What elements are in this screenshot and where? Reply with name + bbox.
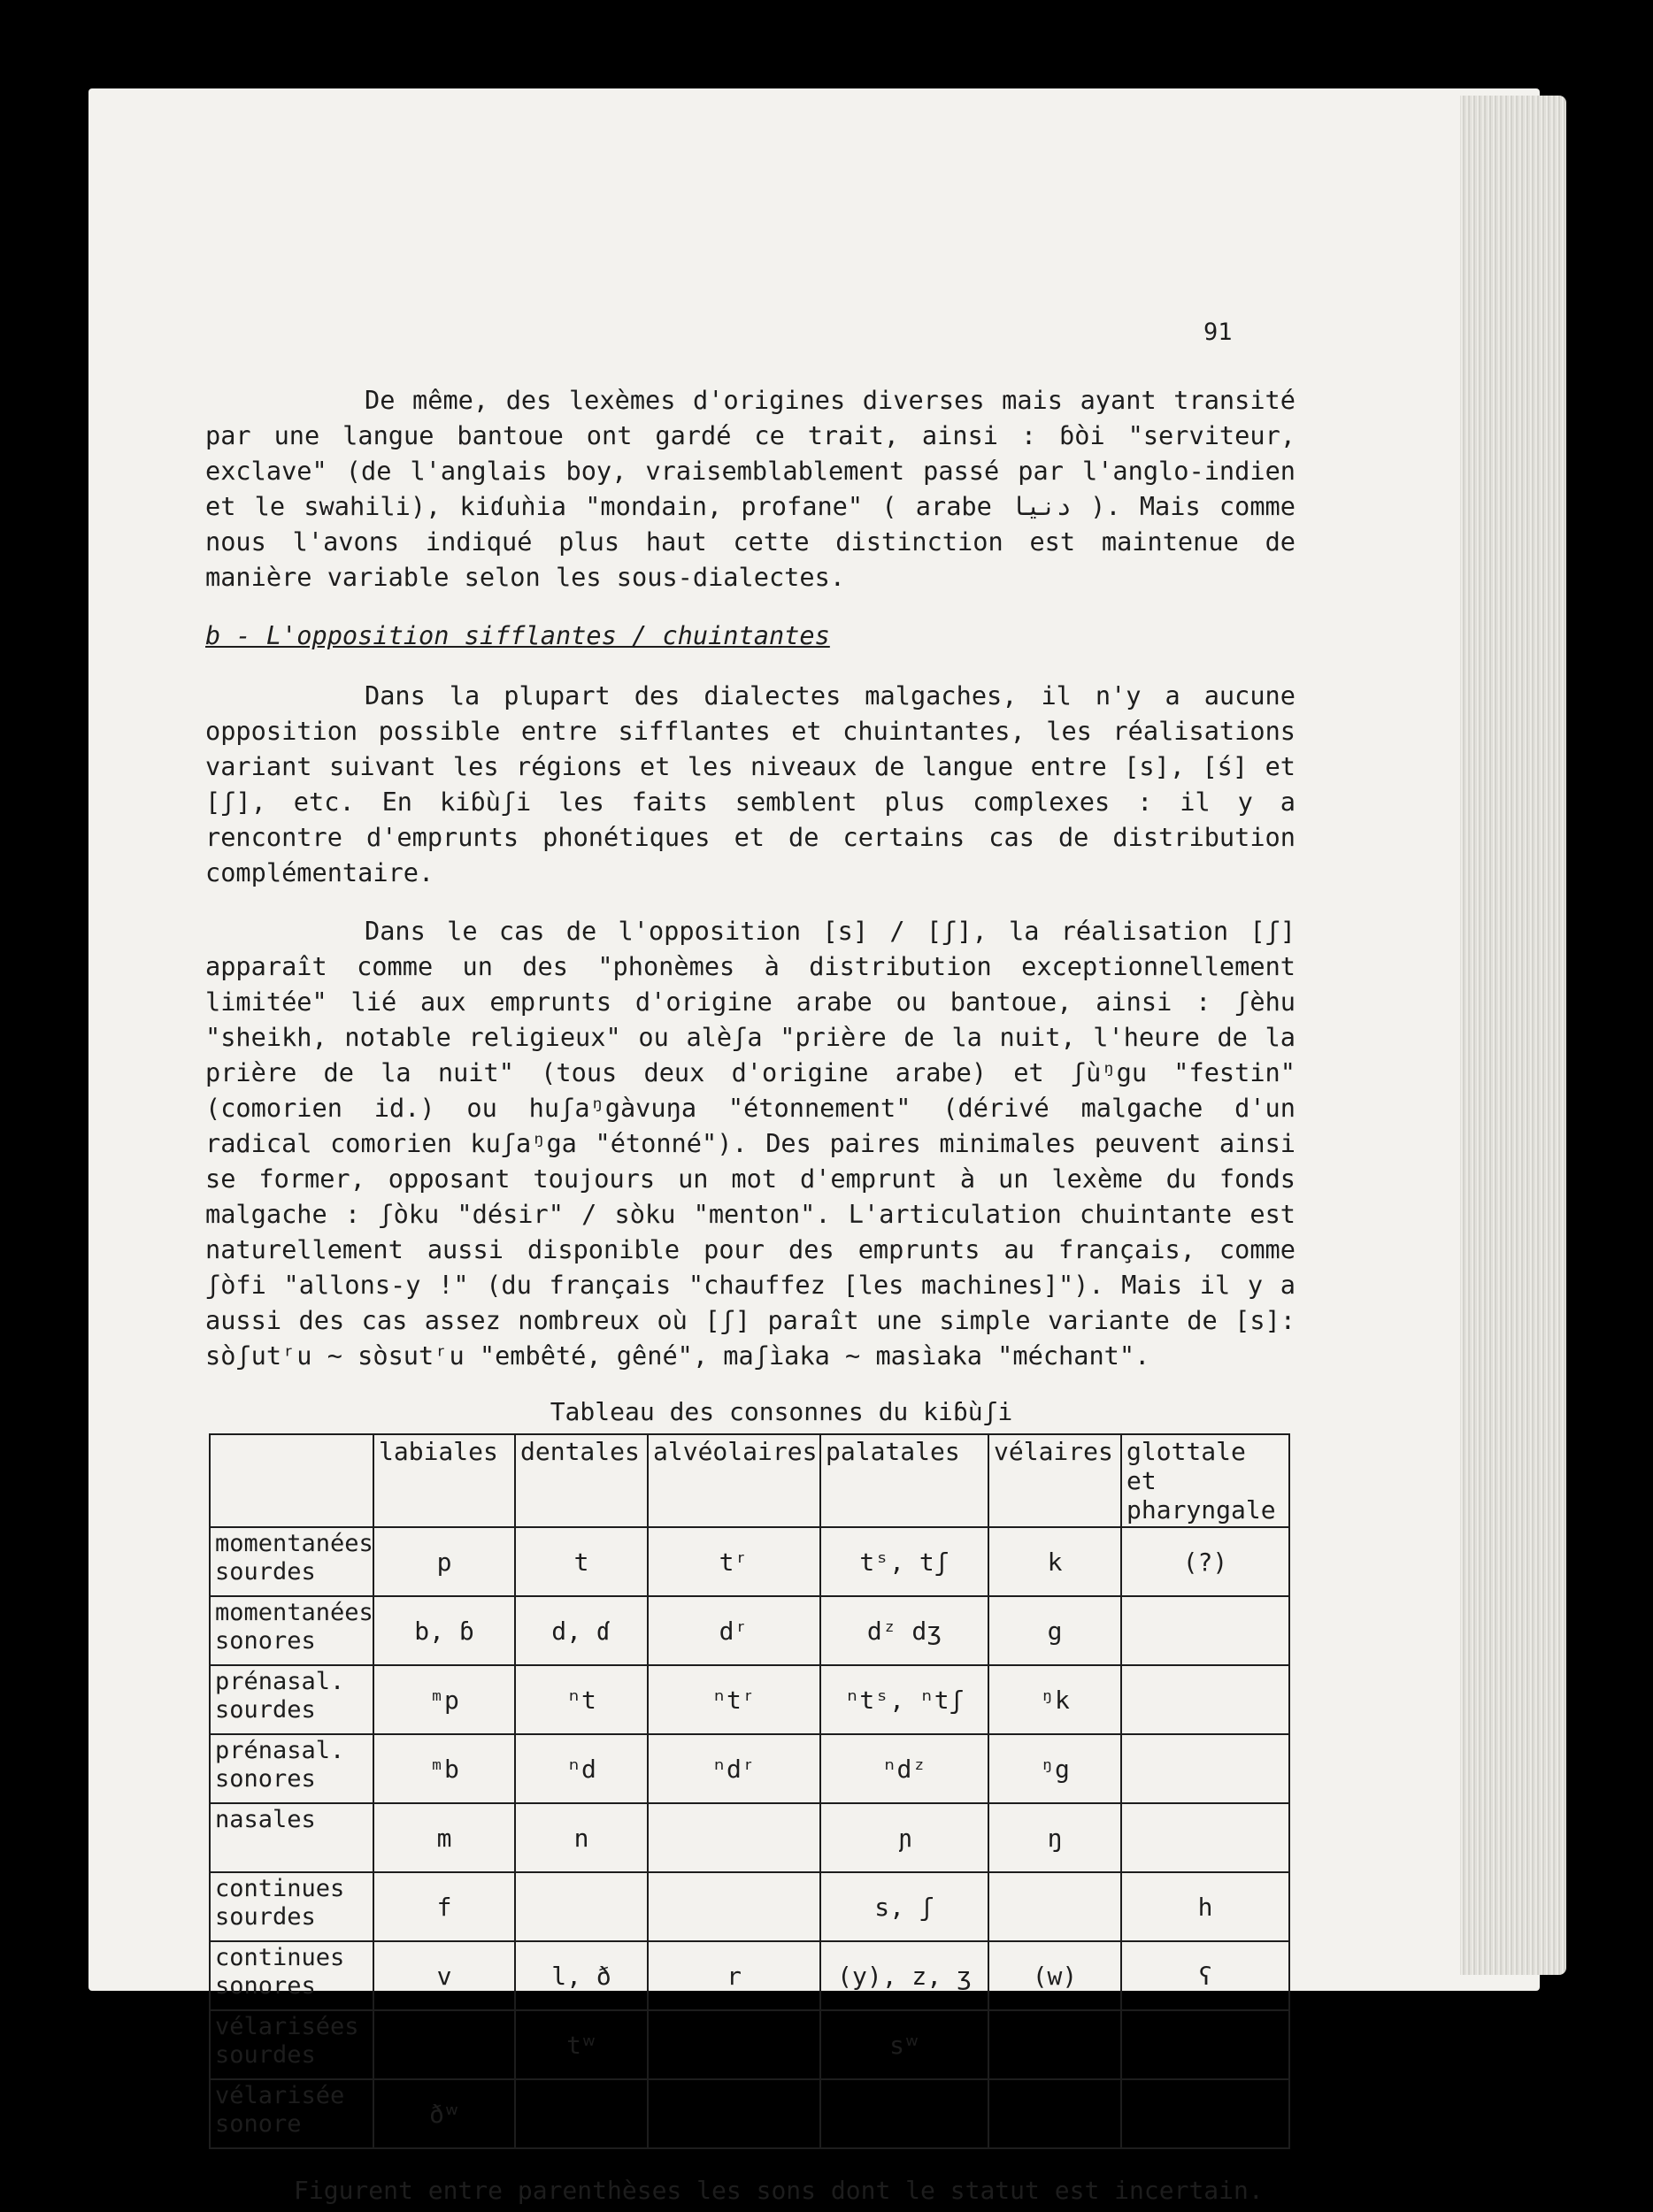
table-cell: ʕ <box>1121 1941 1289 2010</box>
table-header-cell: labiales <box>373 1434 515 1527</box>
consonant-table <box>209 1433 1290 2149</box>
table-row <box>210 1941 1289 2010</box>
table-cell: ⁿdʳ <box>648 1734 820 1803</box>
table-cell <box>1121 2079 1289 2148</box>
table-cell: d, ɗ <box>515 1596 648 1665</box>
table-cell <box>515 1872 648 1941</box>
table-cell: ŋ <box>988 1803 1121 1872</box>
table-cell <box>515 2079 648 2148</box>
paragraph-1: De même, des lexèmes d'origines diverses mais ayant transité par une langue bantoue ont gardé ce trait, ainsi : ɓòi "serviteur, exclave" (de l'anglais boy, vraisemblablement passé par l'anglo-indien et le swahili), kiɗuǹia "mondain, profane" ( arabe دنيا ). Mais comme nous l'avons indiqué plus haut cette distinction est maintenue de manière variable selon les sous-dialectes. <box>205 385 1295 592</box>
table-cell: (w) <box>988 1941 1121 2010</box>
table-row-label: continues sonores <box>210 1941 373 2010</box>
table-cell: r <box>648 1941 820 2010</box>
table-row <box>210 1803 1289 1872</box>
table-row <box>210 1527 1289 1596</box>
table-cell <box>1121 1596 1289 1665</box>
table-row-label: nasales <box>210 1803 373 1872</box>
table-cell: m <box>373 1803 515 1872</box>
page-edge <box>1460 96 1566 1975</box>
table-cell: ⁿdᶻ <box>820 1734 988 1803</box>
table-row-label: vélarisées sourdes <box>210 2010 373 2079</box>
table-cell: ᵐp <box>373 1665 515 1734</box>
table-row-label: vélarisée sonore <box>210 2079 373 2148</box>
table-cell <box>373 2010 515 2079</box>
table-cell: b, ɓ <box>373 1596 515 1665</box>
table-cell: tʳ <box>648 1527 820 1596</box>
table-cell <box>820 2079 988 2148</box>
table-row-label: momentanées sonores <box>210 1596 373 1665</box>
table-header-cell <box>210 1434 373 1527</box>
table-cell: h <box>1121 1872 1289 1941</box>
table-cell: (y), z, ʒ <box>820 1941 988 2010</box>
page-content <box>205 382 1295 2205</box>
table-cell: (?) <box>1121 1527 1289 1596</box>
table-header-cell: alvéolaires <box>648 1434 820 1527</box>
table-cell <box>1121 1665 1289 1734</box>
table-cell <box>1121 1734 1289 1803</box>
table-row-label: momentanées sourdes <box>210 1527 373 1596</box>
table-cell: ⁿt <box>515 1665 648 1734</box>
table-header-cell: vélaires <box>988 1434 1121 1527</box>
table-row-label: prénasal. sonores <box>210 1734 373 1803</box>
table-cell: v <box>373 1941 515 2010</box>
table-row <box>210 1734 1289 1803</box>
table-header-cell: glottale et pharyngale <box>1121 1434 1289 1527</box>
table-caption: Tableau des consonnes du kiɓùʃi <box>550 1397 1013 1426</box>
table-row <box>210 1665 1289 1734</box>
table-cell <box>988 2010 1121 2079</box>
table-cell: p <box>373 1527 515 1596</box>
table-cell <box>1121 1803 1289 1872</box>
table-row-label: continues sourdes <box>210 1872 373 1941</box>
table-row-label: prénasal. sourdes <box>210 1665 373 1734</box>
table-cell: ɲ <box>820 1803 988 1872</box>
table-cell: l, ð <box>515 1941 648 2010</box>
table-cell: ðʷ <box>373 2079 515 2148</box>
table-cell: dʳ <box>648 1596 820 1665</box>
table-cell: n <box>515 1803 648 1872</box>
table-row <box>210 2079 1289 2148</box>
table-row <box>210 1596 1289 1665</box>
table-cell: ᵐb <box>373 1734 515 1803</box>
page-number: 91 <box>1203 319 1233 346</box>
table-header-row <box>210 1434 1289 1527</box>
paragraph-3: Dans le cas de l'opposition [s] / [ʃ], la réalisation [ʃ] apparaît comme un des "phonèmes à distribution exceptionnellement limitée" lié aux emprunts d'origine arabe ou bantoue, ainsi : ʃèhu "sheikh, notable religieux" ou alèʃa "prière de la nuit, l'heure de la prière de la nuit" (tous deux d'origine arabe) et ʃùᵑgu "festin" (comorien id.) ou huʃaᵑgàvuŋa "étonnement" (dérivé malgache d'un radical comorien kuʃaᵑga "étonné"). Des paires minimales peuvent ainsi se former, opposant toujours un mot d'emprunt à un lexème du fonds malgache : ʃòku "désir" / sòku "menton". L'articulation chuintante est naturellement aussi disponible pour des emprunts au français, comme ʃòfi "allons-y !" (du français "chauffez [les machines]"). Mais il y a aussi des cas assez nombreux où [ʃ] paraît une simple variante de [s]: sòʃutʳu ~ sòsutʳu "embêté, gêné", maʃìaka ~ masìaka "méchant". <box>205 916 1295 1371</box>
table-row <box>210 2010 1289 2079</box>
table-cell: f <box>373 1872 515 1941</box>
table-cell: g <box>988 1596 1121 1665</box>
table-cell: tʷ <box>515 2010 648 2079</box>
table-cell: t <box>515 1527 648 1596</box>
section-heading-text: b - L'opposition sifflantes / chuintantes <box>205 620 830 650</box>
section-heading <box>205 618 1295 653</box>
table-row <box>210 1872 1289 1941</box>
table-cell <box>648 1803 820 1872</box>
table-cell: ⁿd <box>515 1734 648 1803</box>
table-cell: ⁿtʳ <box>648 1665 820 1734</box>
table-cell <box>1121 2010 1289 2079</box>
table-cell <box>648 1872 820 1941</box>
table-cell: s, ʃ <box>820 1872 988 1941</box>
table-cell: ᵑk <box>988 1665 1121 1734</box>
table-footnote: Figurent entre parenthèses les sons dont le statut est incertain. <box>294 2176 1264 2205</box>
table-cell <box>648 2010 820 2079</box>
table-cell: tˢ, tʃ <box>820 1527 988 1596</box>
paragraph-2: Dans la plupart des dialectes malgaches, il n'y a aucune opposition possible entre sifflantes et chuintantes, les réalisations variant suivant les régions et les niveaux de langue entre [s], [ś] et [ʃ], etc. En kiɓùʃi les faits semblent plus complexes : il y a rencontre d'emprunts phonétiques et de certains cas de distribution complémentaire. <box>205 680 1295 887</box>
table-cell: ᵑg <box>988 1734 1121 1803</box>
table-header-cell: dentales <box>515 1434 648 1527</box>
table-cell: ⁿtˢ, ⁿtʃ <box>820 1665 988 1734</box>
table-cell <box>988 2079 1121 2148</box>
table-cell: k <box>988 1527 1121 1596</box>
table-cell <box>648 2079 820 2148</box>
table-cell: sʷ <box>820 2010 988 2079</box>
table-cell: dᶻ dʒ <box>820 1596 988 1665</box>
table-cell <box>988 1872 1121 1941</box>
table-header-cell: palatales <box>820 1434 988 1527</box>
